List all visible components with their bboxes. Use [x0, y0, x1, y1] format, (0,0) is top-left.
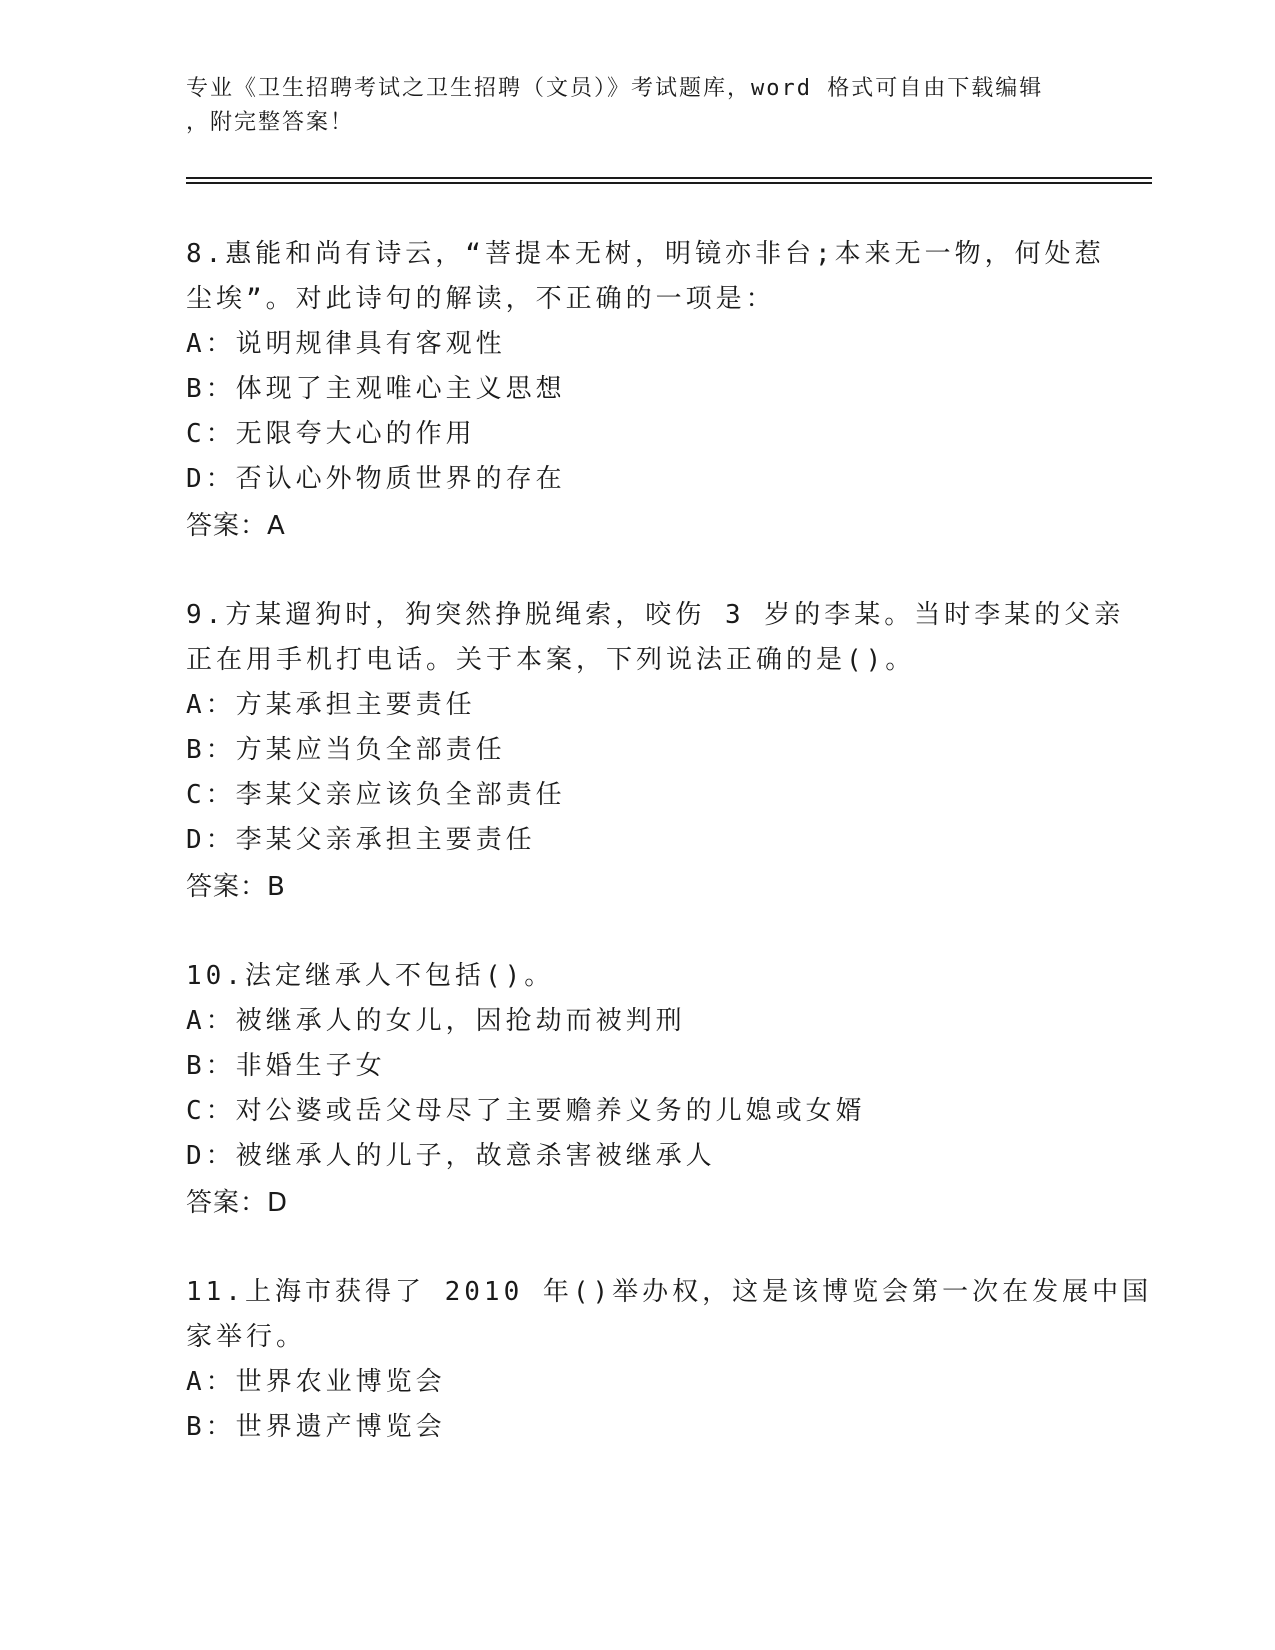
question-stem: 8.惠能和尚有诗云，“菩提本无树，明镜亦非台;本来无一物，何处惹 — [186, 239, 1105, 269]
answer-label: 答案：D — [186, 1188, 289, 1218]
option-d: D：否认心外物质世界的存在 — [186, 464, 566, 494]
option-a: A：世界农业博览会 — [186, 1367, 446, 1397]
option-a: A：方某承担主要责任 — [186, 690, 476, 720]
question-10 — [186, 954, 1086, 1227]
option-b: B：非婚生子女 — [186, 1051, 386, 1081]
question-8 — [186, 232, 1105, 550]
header-divider — [186, 177, 1152, 184]
option-d: D：被继承人的儿子，故意杀害被继承人 — [186, 1141, 716, 1171]
question-9 — [186, 593, 1125, 911]
option-c: C：李某父亲应该负全部责任 — [186, 780, 566, 810]
option-d: D：李某父亲承担主要责任 — [186, 825, 536, 855]
header-line-1: 专业《卫生招聘考试之卫生招聘（文员）》考试题库，word 格式可自由下载编辑 — [186, 76, 1044, 101]
option-a: A：说明规律具有客观性 — [186, 329, 506, 359]
option-b: B：体现了主观唯心主义思想 — [186, 374, 566, 404]
option-a: A：被继承人的女儿，因抢劫而被判刑 — [186, 1006, 686, 1036]
option-b: B：世界遗产博览会 — [186, 1412, 446, 1442]
question-stem: 尘埃”。对此诗句的解读，不正确的一项是： — [186, 284, 776, 314]
answer-label: 答案：A — [186, 511, 286, 541]
question-stem: 10.法定继承人不包括()。 — [186, 961, 555, 991]
option-b: B：方某应当负全部责任 — [186, 735, 506, 765]
option-c: C：对公婆或岳父母尽了主要赡养义务的儿媳或女婿 — [186, 1096, 866, 1126]
question-stem: 家举行。 — [186, 1322, 307, 1352]
option-c: C：无限夸大心的作用 — [186, 419, 476, 449]
document-header — [186, 72, 1066, 140]
question-list — [186, 232, 1153, 1493]
question-stem: 11.上海市获得了 2010 年()举办权，这是该博览会第一次在发展中国 — [186, 1277, 1153, 1307]
answer-label: 答案：B — [186, 872, 286, 902]
header-line-2: ，附完整答案！ — [186, 110, 355, 135]
question-stem: 9.方某遛狗时，狗突然挣脱绳索，咬伤 3 岁的李某。当时李某的父亲 — [186, 600, 1125, 630]
question-11 — [186, 1270, 1153, 1450]
question-stem: 正在用手机打电话。关于本案，下列说法正确的是()。 — [186, 645, 916, 675]
